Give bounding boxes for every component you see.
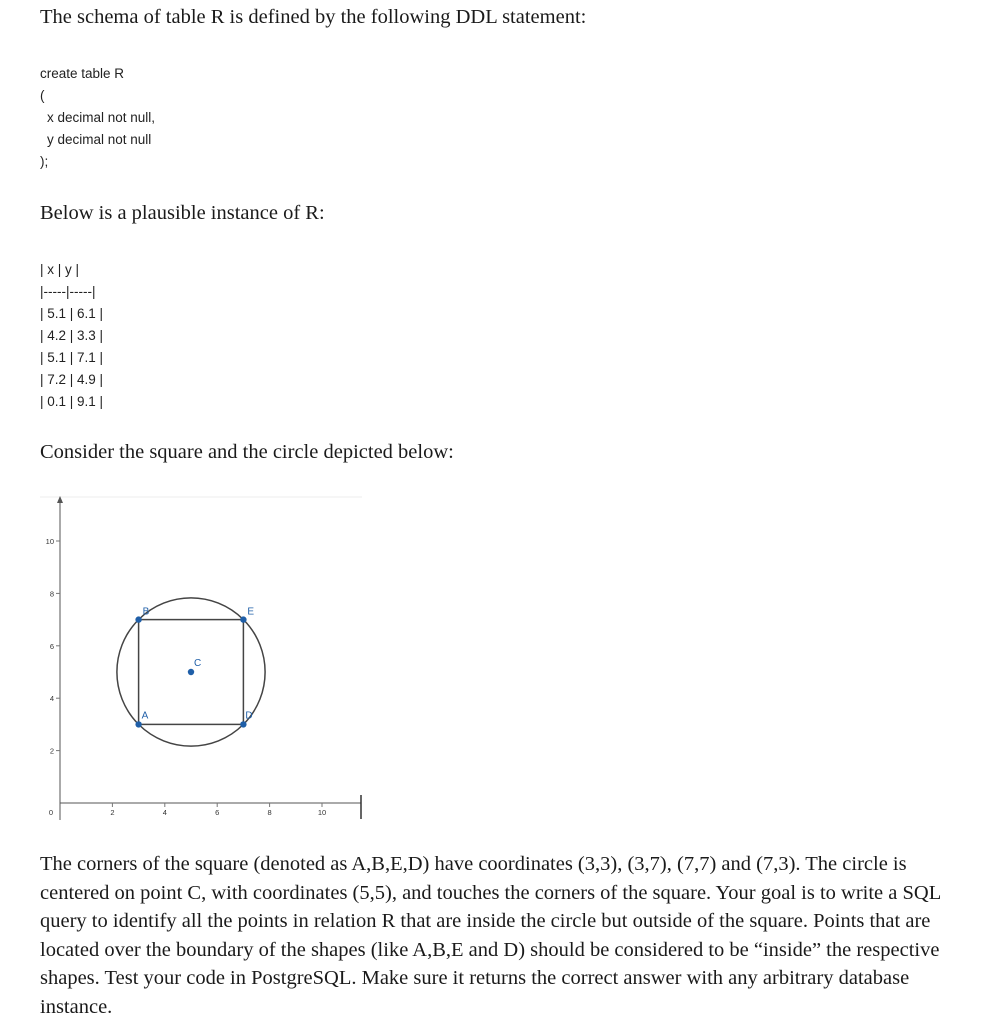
point-label-b: B	[142, 606, 150, 618]
table-row: | 4.2 | 3.3 |	[40, 328, 104, 343]
problem-description: The corners of the square (denoted as A,B,E,D) have coordinates (3,3), (3,7), (7,7) and (7,3). The circle is centered on point C, with coordinates (5,5), and touches the corners of the square. Your goal is to write a SQL query to identify all the points in relation R that are inside the circle but outside of the square. Points that are located over the boundary of the shapes (like A,B,E and D) should be considered to be “inside” the respective shapes. Test your code in PostgreSQL. Make sure it returns the correct answer with any arbitrary database instance.	[40, 853, 941, 1018]
intro-text: The schema of table R is defined by the following DDL statement:	[40, 6, 587, 28]
table-header-line: | x | y |	[40, 262, 80, 277]
y-tick-label: 4	[49, 694, 54, 704]
point-a	[135, 721, 141, 727]
x-tick-label: 6	[215, 808, 220, 817]
table-row: | 5.1 | 7.1 |	[40, 350, 104, 365]
y-tick-label: 10	[45, 537, 54, 546]
ddl-line-y-column: y decimal not null	[47, 132, 152, 147]
instance-heading: Below is a plausible instance of R:	[40, 202, 325, 224]
ddl-line-create: create table R	[40, 66, 125, 81]
x-tick-label: 8	[267, 808, 272, 817]
table-row: | 7.2 | 4.9 |	[40, 372, 104, 387]
point-label-e: E	[247, 606, 255, 618]
y-tick-label: 6	[49, 641, 54, 651]
x-tick-label: 10	[317, 808, 327, 817]
ddl-line-open-paren: (	[40, 88, 45, 103]
point-label-d: D	[245, 710, 253, 722]
point-e	[240, 616, 246, 622]
point-label-c: C	[194, 658, 202, 669]
ddl-line-x-column: x decimal not null,	[47, 110, 156, 125]
x-tick-label: 0	[48, 808, 54, 817]
x-tick-label: 2	[110, 808, 115, 817]
y-tick-label: 8	[49, 589, 54, 599]
table-separator-line: |-----|-----|	[40, 284, 96, 299]
table-row: | 5.1 | 6.1 |	[40, 306, 104, 321]
point-c	[188, 669, 194, 675]
ddl-line-close: );	[40, 154, 49, 169]
table-row: | 0.1 | 9.1 |	[40, 394, 104, 409]
figure-heading: Consider the square and the circle depicted below:	[40, 441, 454, 463]
y-tick-label: 2	[49, 746, 54, 756]
point-b	[135, 616, 141, 622]
point-label-a: A	[141, 710, 149, 722]
point-d	[240, 721, 246, 727]
x-tick-label: 4	[162, 808, 167, 817]
